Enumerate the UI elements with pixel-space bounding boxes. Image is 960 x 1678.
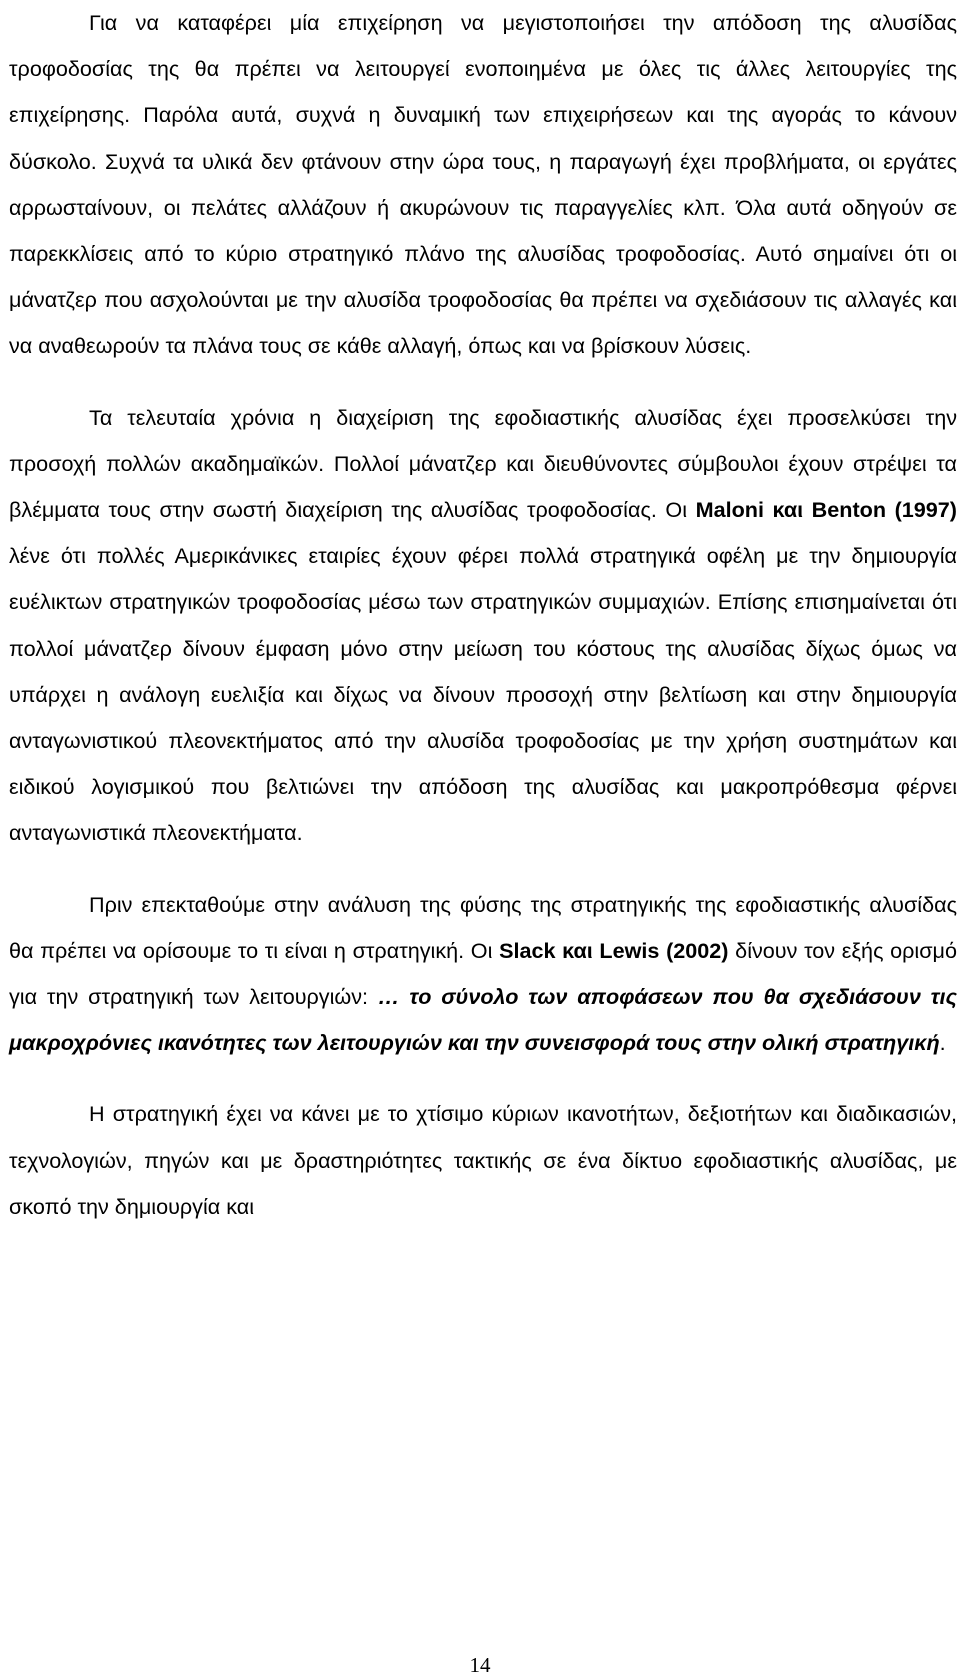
page-number: 14 xyxy=(469,1653,491,1677)
paragraph-2 xyxy=(9,395,957,857)
paragraph-2-text-a: Τα τελευταία χρόνια η διαχείριση της εφοδιαστικής αλυσίδας έχει προσελκύσει την προσοχή πολλών ακαδημαϊκών. Πολλοί μάνατζερ και διευθύνοντες σύμβουλοι έχουν στρέψει τα βλέμματα τους στην σωστή διαχείριση της αλυσίδας τροφοδοσίας. Οι xyxy=(9,404,957,523)
strategy-definition-quote: … το σύνολο των αποφάσεων που θα σχεδιάσουν τις μακροχρόνιες ικανότητες των λειτουργιών και την συνεισφορά τους στην ολική στρατηγική xyxy=(9,984,957,1056)
paragraph-3-text-b: δίνουν τον εξής ορισμό για την στρατηγική των λειτουργιών: xyxy=(9,937,958,1010)
citation-slack-lewis: Slack και Lewis (2002) xyxy=(499,937,729,963)
paragraph-1-text: Για να καταφέρει μία επιχείρηση να μεγιστοποιήσει την απόδοση της αλυσίδας τροφοδοσίας της θα πρέπει να λειτουργεί ενοποιημένα με όλες τις άλλες λειτουργίες της επιχείρησης. Παρόλα αυτά, συχνά η δυναμική των επιχειρήσεων και της αγοράς το κάνουν δύσκολο. Συχνά τα υλικά δεν φτάνουν στην ώρα τους, η παραγωγή έχει προβλήματα, οι εργάτες αρρωσταίνουν, οι πελάτες αλλάζουν ή ακυρώνουν τις παραγγελίες κλπ. Όλα αυτά οδηγούν σε παρεκκλίσεις από το κύριο στρατηγικό πλάνο της αλυσίδας τροφοδοσίας. Αυτό σημαίνει ότι οι μάνατζερ που ασχολούνται με την αλυσίδα τροφοδοσίας θα πρέπει να σχεδιάσουν τις αλλαγές και να αναθεωρούν τα πλάνα τους σε κάθε αλλαγή, όπως και να βρίσκουν λύσεις. xyxy=(9,10,957,359)
paragraph-3 xyxy=(9,882,957,1067)
body-text xyxy=(9,0,957,1230)
paragraph-2-text-b: λένε ότι πολλές Αμερικάνικες εταιρίες έχουν φέρει πολλά στρατηγικά οφέλη με την δημιουργία ευέλικτων στρατηγικών τροφοδοσίας μέσω των στρατηγικών συμμαχιών. Επίσης επισημαίνεται ότι πολλοί μάνατζερ δίνουν έμφαση μόνο στην μείωση του κόστους της αλυσίδας δίχως όμως να υπάρχει η ανάλογη ευελιξία και δίχως να δίνουν προσοχή στην βελτίωση και στην δημιουργία ανταγωνιστικού πλεονεκτήματος από την αλυσίδα τροφοδοσίας με την χρήση συστημάτων και ειδικού λογισμικού που βελτιώνει την απόδοση της αλυσίδας και μακροπρόθεσμα φέρνει ανταγωνιστικά πλεονεκτήματα. xyxy=(9,543,957,846)
paragraph-3-text-a: Πριν επεκταθούμε στην ανάλυση της φύσης της στρατηγικής της εφοδιαστικής αλυσίδας θα πρέπει να ορίσουμε το τι είναι η στρατηγική. Οι xyxy=(9,891,957,963)
citation-maloni-benton: Maloni και Benton (1997) xyxy=(695,497,957,523)
paragraph-1 xyxy=(9,0,957,370)
paragraph-4-text: Η στρατηγική έχει να κάνει με το χτίσιμο κύριων ικανοτήτων, δεξιοτήτων και διαδικασιών, τεχνολογιών, πηγών και με δραστηριότητες τακτικής σε ένα δίκτυο εφοδιαστικής αλυσίδας, με σκοπό την δημιουργία και xyxy=(9,1101,957,1219)
paragraph-3-text-end: . xyxy=(939,1030,946,1056)
paragraph-4 xyxy=(9,1091,957,1230)
